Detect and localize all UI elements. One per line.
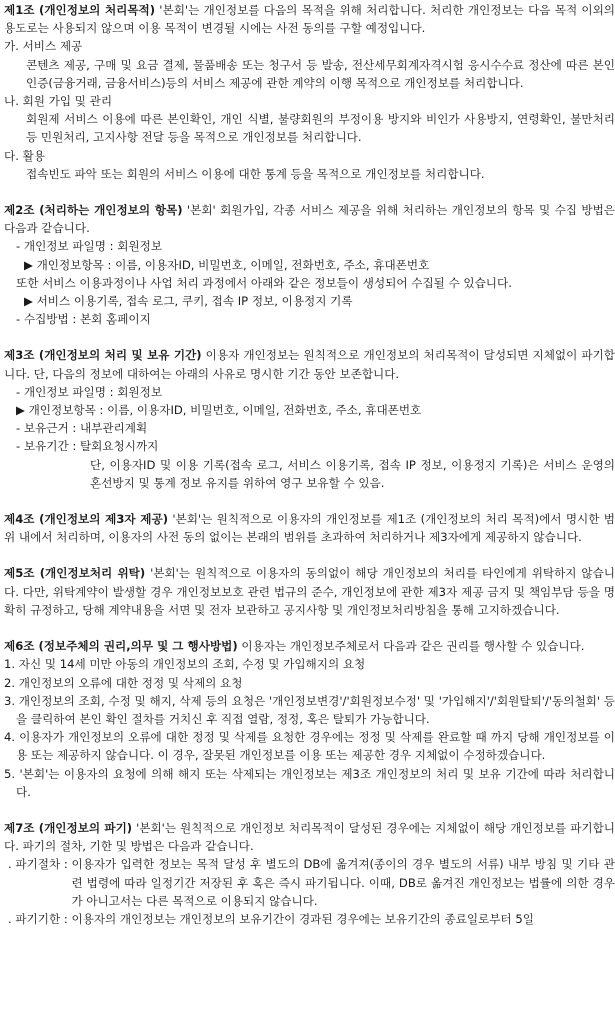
article-6-item-5: 5. '본회'는 이용자의 요청에 의해 해지 또는 삭제되는 개인정보는 제3조 개인정보의 처리 및 보유 기간에 따라 처리합니다. bbox=[4, 766, 615, 799]
article-3-exception: 단, 이용자ID 및 이용 기록(접속 로그, 서비스 이용기록, 접속 IP 정보, 이용정지 기록)은 서비스 운영의 혼선방지 및 통계 정보 유지를 위하여 영구 보유할 수 있음. bbox=[90, 457, 615, 490]
article-1-intro: 제1조 (개인정보의 처리목적) '본회'는 개인정보를 다음의 목적을 위해 처리합니다. 처리한 개인정보는 다음 목적 이외의 용도로는 사용되지 않으며 이용 목적이 변경될 시에는 사전 동의를 구할 예정입니다. bbox=[4, 3, 615, 36]
article-6-heading: 제6조 (정보주체의 권리,의무 및 그 행사방법) bbox=[4, 639, 238, 654]
article-1-heading: 제1조 (개인정보의 처리목적) bbox=[4, 3, 156, 17]
article-5-heading: 제5조 (개인정보처리 위탁) bbox=[4, 566, 146, 581]
article-7-procedure bbox=[4, 855, 615, 910]
article-1-ga-title: 가. 서비스 제공 bbox=[4, 39, 83, 54]
article-1-na-body: 회원제 서비스 이용에 따른 본인확인, 개인 식별, 불량회원의 부정이용 방지와 비인가 사용방지, 연령확인, 불만처리 등 민원처리, 고지사항 전달 등을 목적으로 개인정보를 처리합니다. bbox=[26, 112, 615, 145]
article-7-deadline-label: . 파기기한 : bbox=[8, 911, 72, 926]
article-7-heading: 제7조 (개인정보의 파기) bbox=[4, 820, 133, 835]
article-7-deadline bbox=[4, 910, 615, 928]
article-4-heading: 제4조 (개인정보의 제3자 제공) bbox=[4, 512, 168, 527]
article-3-basis: - 보유근거 : 내부관리계획 bbox=[16, 421, 148, 436]
article-2-method: - 수집방법 : 본회 홈페이지 bbox=[16, 312, 151, 327]
article-6-item-2: 2. 개인정보의 오류에 대한 정정 및 삭제의 요청 bbox=[4, 675, 243, 690]
article-7-procedure-label: . 파기절차 : bbox=[8, 857, 72, 872]
article-6-item-3: 3. 개인정보의 조회, 수정 및 해지, 삭제 등의 요청은 '개인정보변경'/'회원정보수정' 및 '가입해지'/'회원탈퇴'/'동의철회' 등을 클릭하여 본인 확인 절차를 거치신 후 직접 열람, 정정, 혹은 탈퇴가 가능합니다. bbox=[4, 693, 615, 726]
article-6-item-1: 1. 자신 및 14세 미만 아동의 개인정보의 조회, 수정 및 가입해지의 요청 bbox=[4, 657, 366, 672]
article-2-items: ▶ 개인정보항목 : 이름, 이용자ID, 비밀번호, 이메일, 전화번호, 주소, 휴대폰번호 bbox=[24, 257, 430, 272]
article-6-intro: 제6조 (정보주체의 권리,의무 및 그 행사방법) 이용자는 개인정보주체로서 다음과 같은 권리를 행사할 수 있습니다. bbox=[4, 639, 585, 654]
article-5-body: 제5조 (개인정보처리 위탁) '본회'는 원칙적으로 이용자의 동의없이 해당 개인정보의 처리를 타인에게 위탁하지 않습니다. 다만, 위탁계약이 발생할 경우 개인정보보호 관련 법규의 준수, 개인정보에 관한 제3자 제공 금지 및 책임부담 등을 명확히 규정하고, 당해 계약내용을 서면 및 전자 보관하고 공지사항 및 개인정보처리방침을 통해 고지하겠습니다. bbox=[4, 566, 615, 617]
article-7-intro: 제7조 (개인정보의 파기) '본회'는 원칙적으로 개인정보 처리목적이 달성된 경우에는 지체없이 해당 개인정보를 파기합니다. 파기의 절차, 기한 및 방법은 다음과 같습니다. bbox=[4, 820, 615, 854]
article-7-procedure-text: 이용자가 입력한 정보는 목적 달성 후 별도의 DB에 옮겨져(종이의 경우 별도의 서류) 내부 방침 및 기타 관련 법령에 따라 일정기간 저장된 후 혹은 즉시 파기됩니다. 이때, DB로 옮겨진 개인정보는 법률에 의한 경우가 아니고서는 다른 목적으로 이용되지 않습니다. bbox=[71, 857, 615, 908]
article-1-da-body: 접속빈도 파악 또는 회원의 서비스 이용에 대한 통계 등을 목적으로 개인정보를 처리합니다. bbox=[26, 166, 485, 181]
article-7-deadline-text: 이용자의 개인정보는 개인정보의 보유기간이 경과된 경우에는 보유기간의 종료일로부터 5일 bbox=[71, 911, 534, 926]
article-2-intro: 제2조 (처리하는 개인정보의 항목) '본회' 회원가입, 각종 서비스 제공을 위해 처리하는 개인정보의 항목 및 수집 방법은 다음과 같습니다. bbox=[4, 203, 615, 236]
article-1-ga-body: 콘텐츠 제공, 구매 및 요금 결제, 물품배송 또는 청구서 등 발송, 전산세무회계자격시험 응시수수료 정산에 따른 본인인증(금융거래, 금융서비스)등의 서비스 제공에 관한 계약의 이행 목적으로 개인정보를 처리합니다. bbox=[26, 57, 615, 90]
article-2-also: 또한 서비스 이용과정이나 사업 처리 과정에서 아래와 같은 정보들이 생성되어 수집될 수 있습니다. bbox=[16, 275, 512, 290]
article-1-na-title: 나. 회원 가입 및 관리 bbox=[4, 94, 113, 109]
article-6-item-4: 4. 이용자가 개인정보의 오류에 대한 정정 및 삭제를 요청한 경우에는 정정 및 삭제를 완료할 때 까지 당해 개인정보를 이용 또는 제공하지 않습니다. 이 경우, 잘못된 개인정보를 이용 또는 제공한 경우 지체없이 수정하겠습니다. bbox=[4, 730, 615, 763]
article-3-period: - 보유기간 : 탈회요청시까지 bbox=[16, 439, 159, 454]
article-1-da-title: 다. 활용 bbox=[4, 148, 45, 163]
article-2-generated-info: ▶ 서비스 이용기록, 접속 로그, 쿠키, 접속 IP 정보, 이용정지 기록 bbox=[24, 294, 353, 309]
article-3-heading: 제3조 (개인정보의 처리 및 보유 기간) bbox=[4, 348, 202, 363]
article-3-file-name: - 개인정보 파일명 : 회원정보 bbox=[16, 384, 163, 399]
article-2-file-name: - 개인정보 파일명 : 회원정보 bbox=[16, 239, 163, 254]
article-3-intro: 제3조 (개인정보의 처리 및 보유 기간) 이용자 개인정보는 원칙적으로 개인정보의 처리목적이 달성되면 지체없이 파기합니다. 단, 다음의 정보에 대하여는 아래의 사유로 명시한 기간 동안 보존합니다. bbox=[4, 348, 615, 381]
article-3-items: ▶ 개인정보항목 : 이름, 이용자ID, 비밀번호, 이메일, 전화번호, 주소, 휴대폰번호 bbox=[16, 403, 422, 418]
article-2-heading: 제2조 (처리하는 개인정보의 항목) bbox=[4, 203, 183, 218]
article-4-body: 제4조 (개인정보의 제3자 제공) '본회'는 원칙적으로 이용자의 개인정보를 제1조 (개인정보의 처리 목적)에서 명시한 범위 내에서 처리하며, 이용자의 사전 동의 없이는 본래의 범위를 초과하여 처리하거나 제3자에게 제공하지 않습니다. bbox=[4, 512, 615, 545]
